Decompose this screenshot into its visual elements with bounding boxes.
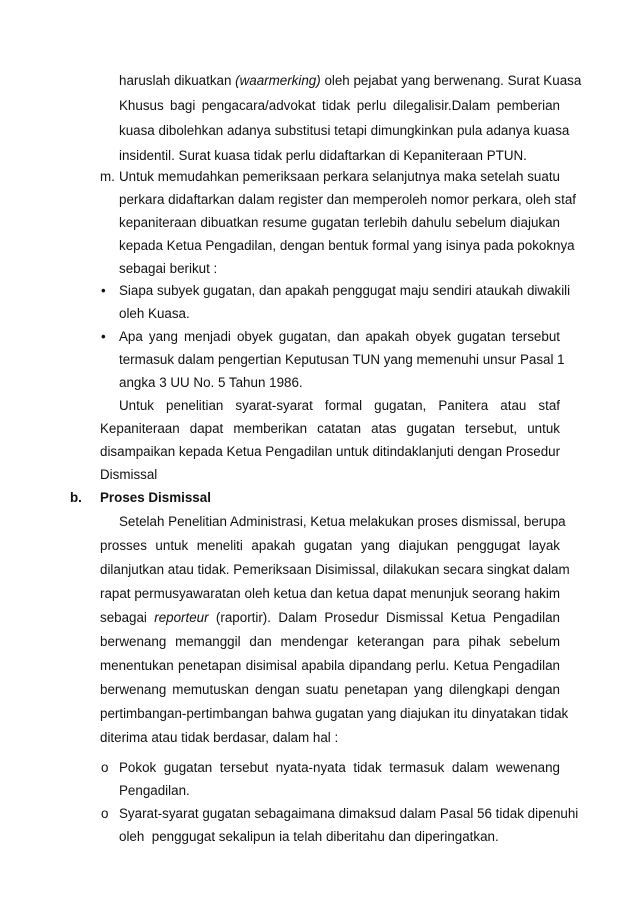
dismissal-line: Setelah Penelitian Administrasi, Ketua melakukan proses dismissal, berupa: [119, 514, 566, 529]
condition-1-line: Pengadilan.: [119, 783, 190, 798]
condition-2-line: oleh penggugat sekalipun ia telah diberitahu dan diperingatkan.: [119, 829, 499, 844]
bullet-2-line: Apa yang menjadi obyek gugatan, dan apakah obyek gugatan tersebut: [119, 329, 560, 344]
dismissal-line: dilanjutkan atau tidak. Pemeriksaan Disimissal, dilakukan secara singkat dalam: [100, 562, 570, 577]
bullet-2-line: angka 3 UU No. 5 Tahun 1986.: [119, 375, 303, 390]
dismissal-line: berwenang memutuskan dengan suatu penetapan yang dilengkapi dengan: [100, 682, 560, 697]
item-m-line: perkara didaftarkan dalam register dan memperoleh nomor perkara, oleh staf: [119, 192, 577, 207]
note-line: Kepaniteraan dapat memberikan catatan atas gugatan tersebut, untuk: [100, 421, 560, 436]
condition-2-line: Syarat-syarat gugatan sebagaimana dimaksud dalam Pasal 56 tidak dipenuhi: [119, 806, 579, 821]
item-m-marker: m.: [100, 169, 115, 184]
item-m-line: sebagai berikut :: [119, 261, 218, 276]
item-m-line: kepaniteraan dibuatkan resume gugatan terlebih dahulu sebelum diajukan: [119, 215, 560, 230]
note-line: Untuk penelitian syarat-syarat formal gugatan, Panitera atau staf: [119, 398, 560, 413]
dismissal-line: prosses untuk meneliti apakah gugatan yang diajukan penggugat layak: [100, 538, 560, 553]
waarmerking-term: (waarmerking): [235, 73, 321, 88]
intro-line-2: Khusus bagi pengacara/advokat tidak perlu dilegalisir.Dalam pemberian: [119, 98, 560, 113]
bullet-icon: •: [101, 283, 106, 298]
circle-bullet-icon: o: [101, 806, 109, 821]
intro-line-3: kuasa dibolehkan adanya substitusi tetapi dimungkinkan pula adanya kuasa: [119, 123, 570, 138]
bullet-1-line: Siapa subyek gugatan, dan apakah penggugat maju sendiri ataukah diwakili: [119, 283, 571, 298]
condition-1-line: Pokok gugatan tersebut nyata-nyata tidak termasuk dalam wewenang: [119, 760, 560, 775]
circle-bullet-icon: o: [101, 760, 109, 775]
bullet-icon: •: [101, 329, 106, 344]
dismissal-line: menentukan penetapan disimisal apabila dipandang perlu. Ketua Pengadilan: [100, 658, 560, 673]
bullet-1-line: oleh Kuasa.: [119, 306, 190, 321]
dismissal-line: diterima atau tidak berdasar, dalam hal :: [100, 730, 339, 745]
dismissal-line: pertimbangan-pertimbangan bahwa gugatan yang diajukan itu dinyatakan tidak: [100, 706, 569, 721]
dismissal-line: rapat permusyawaratan oleh ketua dan ketua dapat menunjuk seorang hakim: [100, 586, 560, 601]
intro-line-4: insidentil. Surat kuasa tidak perlu didaftarkan di Kepaniteraan PTUN.: [119, 148, 527, 163]
item-m-line: kepada Ketua Pengadilan, dengan bentuk formal yang isinya pada pokoknya: [119, 238, 575, 253]
note-line: Dismissal: [100, 467, 158, 482]
intro-line-1: haruslah dikuatkan (waarmerking) oleh pejabat yang berwenang. Surat Kuasa: [119, 73, 582, 88]
item-m-line: Untuk memudahkan pemeriksaan perkara selanjutnya maka setelah suatu: [119, 169, 560, 184]
reporteur-term: reporteur: [154, 610, 209, 625]
bullet-2-line: termasuk dalam pengertian Keputusan TUN yang memenuhi unsur Pasal 1: [119, 352, 565, 367]
note-line: disampaikan kepada Ketua Pengadilan untuk ditindaklanjuti dengan Prosedur: [100, 444, 561, 459]
section-b-title: Proses Dismissal: [100, 490, 211, 505]
dismissal-line: berwenang memanggil dan mendengar keterangan para pihak sebelum: [100, 634, 560, 649]
section-b-letter: b.: [70, 490, 82, 505]
dismissal-line: sebagai reporteur (raportir). Dalam Prosedur Dismissal Ketua Pengadilan: [100, 610, 560, 625]
